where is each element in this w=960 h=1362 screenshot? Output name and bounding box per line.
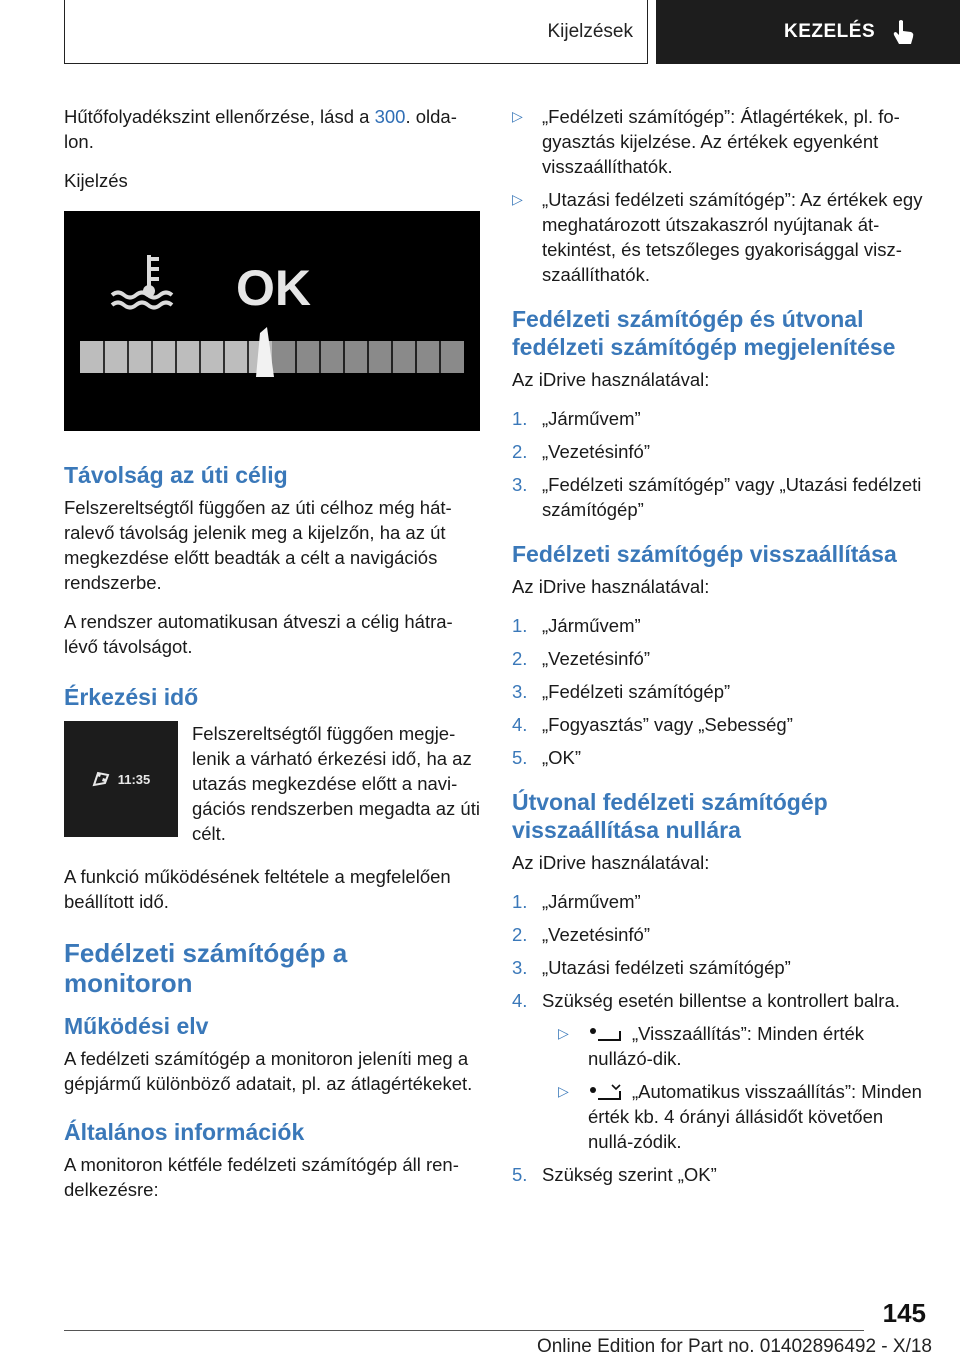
list-item: 3. „Utazási fedélzeti számítógép” <box>512 957 791 978</box>
list-item: ▷ „Visszaállítás”: Minden érték nullázó-dik. <box>558 1023 865 1069</box>
triangle-bullet-icon: ▷ <box>558 1025 569 1041</box>
triangle-bullet-icon: ▷ <box>558 1083 569 1099</box>
header-chapter-title: KEZELÉS <box>784 21 876 42</box>
heading-show-computer: Fedélzeti számítógép és útvonal fedélzeti számítógép megjelenítése <box>512 306 896 360</box>
heading-monitor: Fedélzeti számítógép a monitoron <box>64 938 348 998</box>
list-item <box>512 187 926 287</box>
idrive-label-1: Az iDrive használatával: <box>512 369 710 390</box>
triangle-bullet-icon: ▷ <box>512 191 523 207</box>
intro-text: Hűtőfolyadékszint ellenőrzése, lásd a <box>64 106 375 127</box>
list-item: 3. „Fedélzeti számítógép” <box>512 681 731 702</box>
computer-types-list <box>512 104 926 287</box>
header-section-tab <box>64 0 648 64</box>
list-item: 1. „Járművem” <box>512 408 641 429</box>
idrive-label-2: Az iDrive használatával: <box>512 576 710 597</box>
heading-principle: Működési elv <box>64 1013 209 1039</box>
list-item <box>512 104 926 179</box>
reset-icon <box>588 1026 622 1044</box>
paragraph-distance-1: Felszereltségtől függően az úti célhoz még hát-ralevő távolság jelenik meg a kijelzőn, ha az út megkezdése előtt beadták a célt a navigációs rendszerbe. <box>64 497 452 593</box>
right-column <box>512 104 926 1205</box>
paragraph-arrival: Felszereltségtől függően megje-lenik a várható érkezési idő, ha az utazás megkezdése előtt a navi-gációs rendszerben megadta az úti célt. <box>192 723 480 844</box>
steps-show-list <box>512 406 926 522</box>
coolant-gauge-graphic <box>64 211 480 431</box>
list-item: 4. „Fogyasztás” vagy „Sebesség” <box>512 714 793 735</box>
heading-distance: Távolság az úti célig <box>64 462 288 488</box>
heading-trip-reset: Útvonal fedélzeti számítógép visszaállítása nullára <box>512 789 828 843</box>
list-item: 4. Szükség esetén billentse a kontrollert balra. ▷ „Visszaállítás”: Minden érték nullázó-dik. ▷ „Automatikus visszaállítás”: Minden érték kb. 4 órányi állásidőt követően nullá-zódik. <box>512 988 926 1154</box>
page-link-300[interactable]: 300 <box>374 106 406 127</box>
steps-reset-list <box>512 613 926 770</box>
flag-icon <box>92 771 112 787</box>
kijelzes-label: Kijelzés <box>64 170 128 191</box>
triangle-bullet-icon: ▷ <box>512 108 523 124</box>
heading-reset-computer: Fedélzeti számítógép visszaállítása <box>512 541 897 567</box>
hand-pointer-icon <box>893 19 915 45</box>
heading-arrival: Érkezési idő <box>64 684 199 710</box>
reset-options-list <box>542 1021 926 1154</box>
header-section-title: Kijelzések <box>547 20 633 42</box>
list-item: 2. „Vezetésinfó” <box>512 924 650 945</box>
footer-divider <box>64 1330 864 1331</box>
left-column <box>64 104 480 1216</box>
heading-general: Általános információk <box>64 1119 305 1145</box>
list-item: 3. „Fedélzeti számítógép” vagy „Utazási fedélzeti számítógép” <box>512 474 922 520</box>
arrival-time-display-image <box>64 721 178 837</box>
arrival-section <box>64 721 480 846</box>
bullet-text: „Utazási fedélzeti számítógép”: Az értékek egy meghatározott útszakaszról nyújtanak át-tekintést, és tetszőleges gyakorisággal visz-szaállíthatók. <box>542 189 923 285</box>
intro-paragraph <box>64 104 480 154</box>
list-item: 5. Szükség szerint „OK” <box>512 1164 717 1185</box>
steps-trip-reset-list <box>512 889 926 1187</box>
bullet-text: „Fedélzeti számítógép”: Átlagértékek, pl. fo-gyasztás kijelzése. Az értékek egyenként visszaállíthatók. <box>542 106 900 177</box>
list-item: 2. „Vezetésinfó” <box>512 441 650 462</box>
coolant-temperature-display-image <box>64 211 480 431</box>
paragraph-principle: A fedélzeti számítógép a monitoron jeleníti meg a gépjármű különböző adatait, pl. az átlagértékeket. <box>64 1048 473 1094</box>
list-item: 5. „OK” <box>512 747 582 768</box>
list-item: ▷ „Automatikus visszaállítás”: Minden érték kb. 4 órányi állásidőt követően nullá-zódik. <box>558 1081 922 1152</box>
header-chapter-tab <box>656 0 960 64</box>
footer-edition: Online Edition for Part no. 01402896492 - X/18 <box>536 1336 932 1357</box>
ok-text: OK <box>236 260 311 316</box>
paragraph-general: A monitoron kétféle fedélzeti számítógép áll ren-delkezésre: <box>64 1154 459 1200</box>
idrive-label-3: Az iDrive használatával: <box>512 852 710 873</box>
page-number: 145 <box>882 1298 926 1328</box>
list-item: 1. „Járművem” <box>512 615 641 636</box>
intro-tail: . olda-lon. <box>64 106 457 152</box>
paragraph-arrival-2: A funkció működésének feltétele a megfelelően beállított idő. <box>64 866 451 912</box>
list-item: 2. „Vezetésinfó” <box>512 648 650 669</box>
auto-reset-icon <box>588 1083 622 1103</box>
eta-time: 11:35 <box>117 771 151 787</box>
list-item: 1. „Járművem” <box>512 891 641 912</box>
paragraph-distance-2: A rendszer automatikusan átveszi a célig hátra-lévő távolságot. <box>64 611 453 657</box>
